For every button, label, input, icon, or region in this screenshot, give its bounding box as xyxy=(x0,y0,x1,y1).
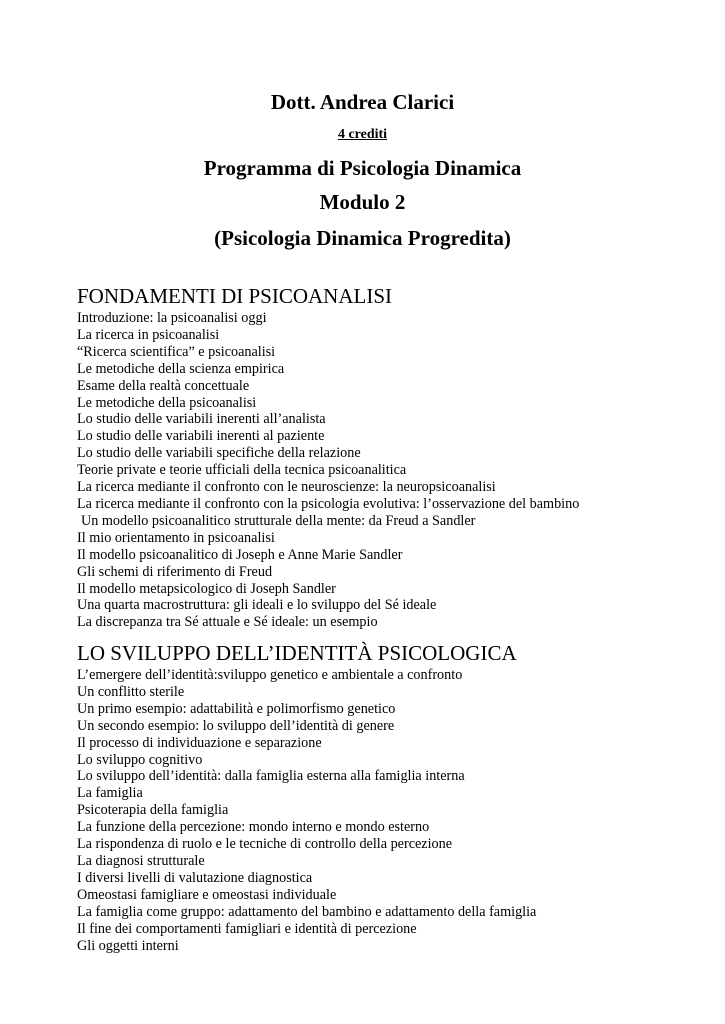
topic-item: La rispondenza di ruolo e le tecniche di controllo della percezione xyxy=(77,836,453,853)
module-title: Modulo 2 xyxy=(319,190,406,214)
topic-item: Lo studio delle variabili inerenti al paziente xyxy=(77,428,325,445)
topic-item: La ricerca mediante il confronto con la psicologia evolutiva: l’osservazione del bambino xyxy=(77,495,580,512)
topic-item: Il modello psicoanalitico di Joseph e Anne Marie Sandler xyxy=(77,546,403,563)
topic-item: La ricerca in psicoanalisi xyxy=(77,326,220,343)
topic-item: Le metodiche della scienza empirica xyxy=(77,360,285,377)
topic-item: Le metodiche della psicoanalisi xyxy=(77,394,257,411)
topic-list xyxy=(77,310,697,631)
topic-item: Il mio orientamento in psicoanalisi xyxy=(77,529,275,546)
topic-item: Lo studio delle variabili inerenti all’analista xyxy=(77,411,326,428)
topic-item: La ricerca mediante il confronto con le neuroscienze: la neuropsicoanalisi xyxy=(77,479,496,496)
topic-item: I diversi livelli di valutazione diagnostica xyxy=(77,869,313,886)
topic-item: Gli schemi di riferimento di Freud xyxy=(77,563,273,580)
topic-item: Un modello psicoanalitico strutturale della mente: da Freud a Sandler xyxy=(81,512,476,529)
program-title: Programma di Psicologia Dinamica xyxy=(203,156,522,180)
topic-item: Teorie private e teorie ufficiali della tecnica psicoanalitica xyxy=(77,462,407,479)
topic-item: Gli oggetti interni xyxy=(77,937,179,954)
topic-item: Il modello metapsicologico di Joseph Sandler xyxy=(77,580,336,597)
topic-item: Una quarta macrostruttura: gli ideali e lo sviluppo del Sé ideale xyxy=(77,597,437,614)
credits-label: 4 crediti xyxy=(337,127,388,142)
section-fondamenti xyxy=(77,283,697,631)
topic-item: Un conflitto sterile xyxy=(77,683,185,700)
topic-item: Il fine dei comportamenti famigliari e identità di percezione xyxy=(77,920,417,937)
topic-item: Psicoterapia della famiglia xyxy=(77,802,229,819)
topic-item: Lo sviluppo cognitivo xyxy=(77,751,203,768)
topic-item: La famiglia come gruppo: adattamento del bambino e adattamento della famiglia xyxy=(77,903,537,920)
topic-item: La discrepanza tra Sé attuale e Sé ideale: un esempio xyxy=(77,614,378,631)
topic-item: Omeostasi famigliare e omeostasi individuale xyxy=(77,886,337,903)
topic-item: L’emergere dell’identità:sviluppo genetico e ambientale a confronto xyxy=(77,667,463,683)
topic-item: Lo studio delle variabili specifiche della relazione xyxy=(77,445,361,462)
topic-item: Esame della realtà concettuale xyxy=(77,377,250,394)
topic-item: Lo sviluppo dell’identità: dalla famiglia esterna alla famiglia interna xyxy=(77,768,465,785)
topic-item: Introduzione: la psicoanalisi oggi xyxy=(77,310,267,326)
topic-item: La famiglia xyxy=(77,785,143,802)
topic-item: Il processo di individuazione e separazione xyxy=(77,734,322,751)
section-heading: LO SVILUPPO DELL’IDENTITÀ PSICOLOGICA xyxy=(77,641,517,665)
section-sviluppo-identita xyxy=(77,640,697,954)
section-heading: FONDAMENTI DI PSICOANALISI xyxy=(77,284,392,308)
topic-item: Un primo esempio: adattabilità e polimorfismo genetico xyxy=(77,700,396,717)
program-subtitle: (Psicologia Dinamica Progredita) xyxy=(214,226,511,250)
topic-list xyxy=(77,667,697,954)
topic-item: Un secondo esempio: lo sviluppo dell’identità di genere xyxy=(77,717,395,734)
topic-item: “Ricerca scientifica” e psicoanalisi xyxy=(77,343,276,360)
topic-item: La funzione della percezione: mondo interno e mondo esterno xyxy=(77,819,430,836)
author-name: Dott. Andrea Clarici xyxy=(270,90,455,114)
topic-item: La diagnosi strutturale xyxy=(77,852,205,869)
